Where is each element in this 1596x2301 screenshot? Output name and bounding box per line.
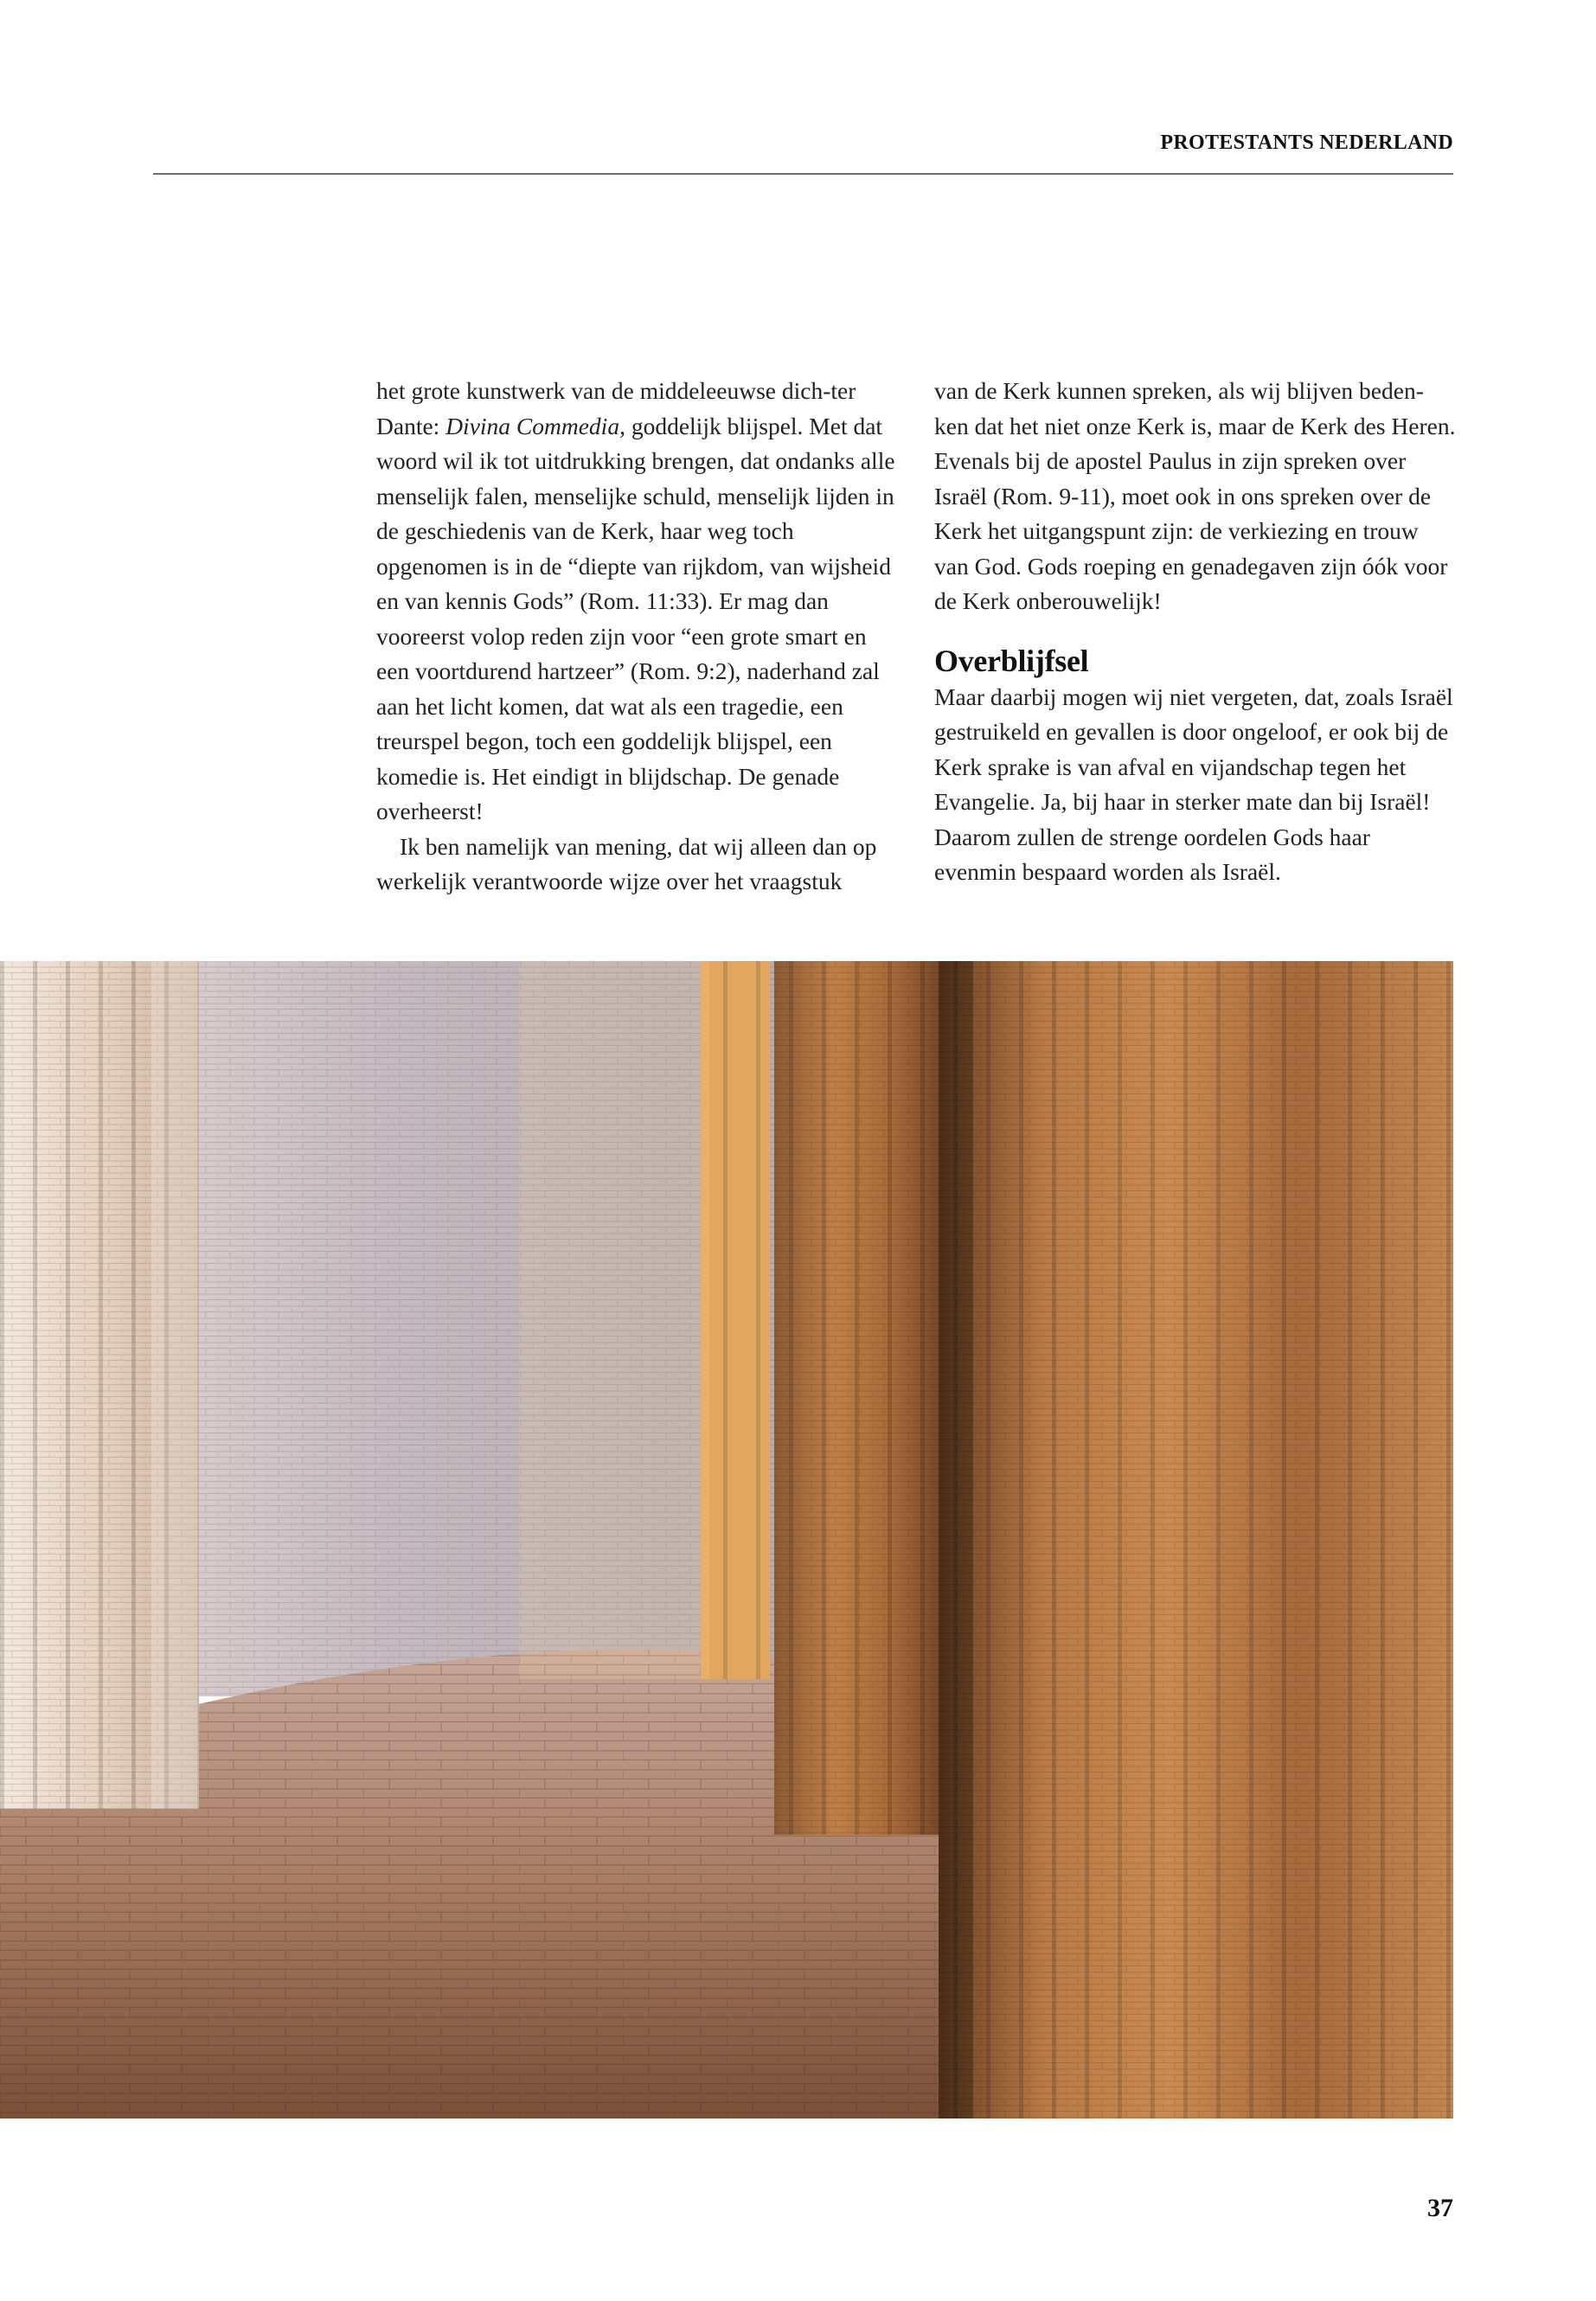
church-interior-photo	[0, 961, 1453, 2118]
section-subheading: Overblijfsel	[934, 643, 1089, 678]
article-paragraph	[376, 374, 899, 830]
article-column-right	[934, 374, 1458, 890]
paragraph-text-end: , goddelijk blijspel. Met dat woord wil ik tot uitdrukking brengen, dat ondanks alle menselijk falen, menselijke schuld, menselijk lijden in de geschiedenis van de Kerk, haar weg toch opgenomen is in de “diepte van rijkdom, van wijsheid en van kennis Gods” (Rom. 11:33). Er mag dan vooreerst volop reden zijn voor “een grote smart en een voortdurend hartzeer” (Rom. 9:2), naderhand zal aan het licht komen, dat wat als een tragedie, een treurspel begon, toch een goddelijk blijspel, een komedie is. Het eindigt in blijdschap. De genade overheerst!	[376, 412, 895, 824]
article-paragraph: Maar daarbij mogen wij niet vergeten, dat, zoals Israël gestruikeld en gevallen is door ongeloof, er ook bij de Kerk sprake is van afval en vijandschap tegen het Evangelie. Ja, bij haar in sterker mate dan bij Israël! Daarom zullen de strenge oordelen Gods haar evenmin bespaard worden als Israël.	[934, 683, 1453, 885]
header-divider	[153, 173, 1453, 175]
article-column-left	[376, 374, 899, 900]
page-number: 37	[1427, 2194, 1453, 2222]
paragraph-text-start: het grote kunstwerk van de middeleeuwse dich-ter Dante:	[376, 377, 856, 439]
article-paragraph: Ik ben namelijk van mening, dat wij alleen dan op werkelijk verantwoorde wijze over het vraagstuk	[376, 832, 877, 894]
section-title: PROTESTANTS NEDERLAND	[1160, 131, 1453, 154]
article-paragraph: van de Kerk kunnen spreken, als wij blijven beden-ken dat het niet onze Kerk is, maar de Kerk des Heren. Evenals bij de apostel Paulus in zijn spreken over Israël (Rom. 9-11), moet ook in ons spreken over de Kerk het uitgangspunt zijn: de verkiezing en trouw van God. Gods roeping en genadegaven zijn óók voor de Kerk onberouwelijk!	[934, 377, 1456, 614]
work-title-italic: Divina Commedia	[445, 412, 620, 439]
